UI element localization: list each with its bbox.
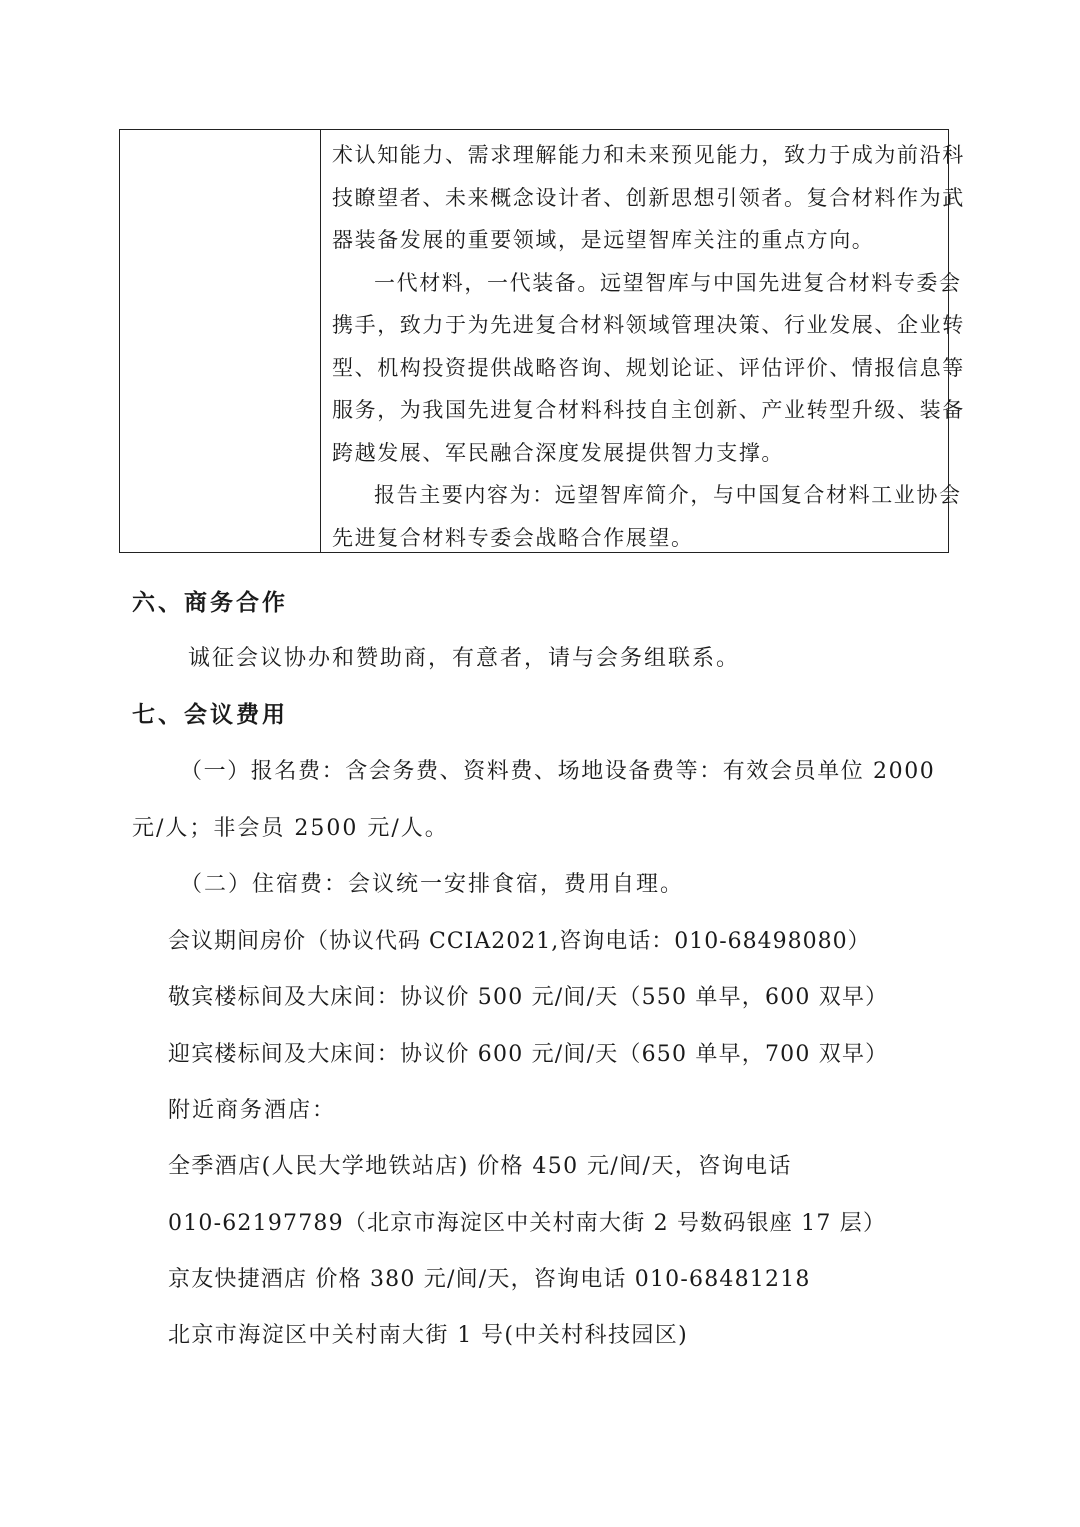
hotel-1-price: 全季酒店(人民大学地铁站店) 价格 450 元/间/天，咨询电话 — [168, 1154, 792, 1179]
table-line: 型、机构投资提供战略咨询、规划论证、评估评价、情报信息等 — [332, 355, 965, 380]
table-content-cell — [332, 134, 965, 559]
jingbin-building-rate: 敬宾楼标间及大床间：协议价 500 元/间/天（550 单早，600 双早） — [168, 985, 889, 1010]
room-rate-text: 会议期间房价（协议代码 CCIA2021,咨询电话：010-68498080） — [168, 929, 871, 954]
section-6-heading: 六、商务合作 — [132, 590, 288, 616]
yingbin-building-rate: 迎宾楼标间及大床间：协议价 600 元/间/天（650 单早，700 双早） — [168, 1042, 889, 1067]
table-line: 器装备发展的重要领域，是远望智库关注的重点方向。 — [332, 228, 875, 252]
table-line: 一代材料，一代装备。远望智库与中国先进复合材料专委会 — [374, 270, 962, 295]
table-line: 服务，为我国先进复合材料科技自主创新、产业转型升级、装备 — [332, 398, 965, 422]
info-table — [119, 129, 965, 553]
section-6-text: 诚征会议协办和赞助商，有意者，请与会务组联系。 — [188, 646, 741, 671]
table-line: 报告主要内容为：远望智库简介，与中国复合材料工业协会 — [374, 483, 962, 507]
table-line: 技瞭望者、未来概念设计者、创新思想引领者。复合材料作为武 — [332, 185, 965, 210]
hotel-1-address: 010-62197789（北京市海淀区中关村南大街 2 号数码银座 17 层） — [168, 1211, 887, 1236]
table-line: 术认知能力、需求理解能力和未来预见能力，致力于成为前沿科 — [332, 143, 965, 167]
lodging-fee-text: （二）住宿费：会议统一安排食宿，费用自理。 — [180, 872, 685, 897]
table-line: 携手，致力于为先进复合材料领域管理决策、行业发展、企业转 — [332, 313, 965, 337]
nearby-hotels-label: 附近商务酒店： — [168, 1098, 337, 1123]
table-line: 先进复合材料专委会战略合作展望。 — [332, 525, 694, 550]
table-column-divider — [320, 130, 321, 552]
registration-fee-line-2: 元/人；非会员 2500 元/人。 — [132, 816, 449, 841]
hotel-2-price: 京友快捷酒店 价格 380 元/间/天，咨询电话 010-68481218 — [168, 1267, 811, 1292]
table-line: 跨越发展、军民融合深度发展提供智力支撑。 — [332, 440, 784, 465]
hotel-2-address: 北京市海淀区中关村南大街 1 号(中关村科技园区) — [168, 1323, 689, 1348]
registration-fee-line-1: （一）报名费：含会务费、资料费、场地设备费等：有效会员单位 2000 — [180, 759, 936, 784]
section-7-heading: 七、会议费用 — [132, 702, 288, 728]
